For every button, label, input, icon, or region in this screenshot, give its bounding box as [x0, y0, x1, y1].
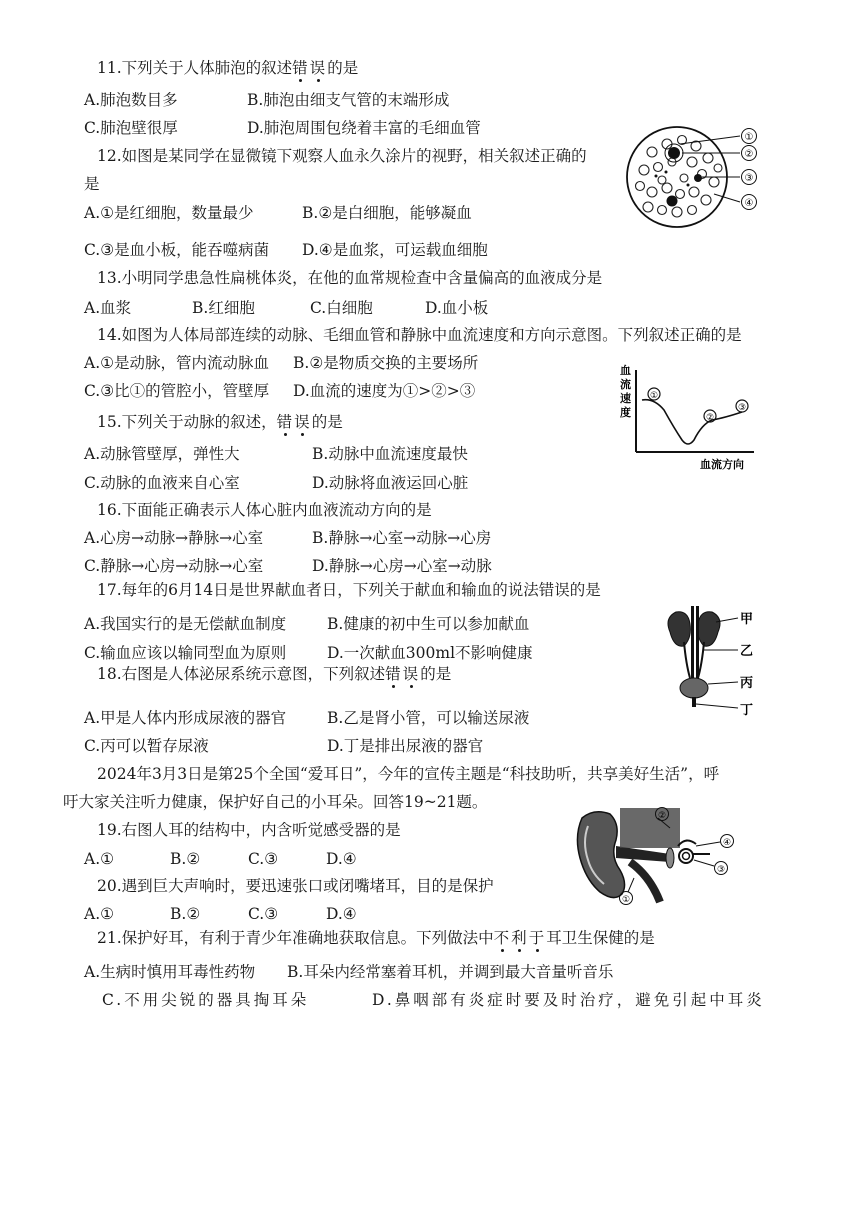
q15-option-a: A.动脉管壁厚，弹性大	[84, 445, 240, 463]
q18-stem	[97, 664, 451, 684]
urinary-label-yi: 乙	[740, 644, 754, 659]
q18-option-c: C.丙可以暂存尿液	[84, 737, 209, 755]
urinary-label-jia: 甲	[740, 612, 754, 627]
q12-option-d: D.④是血浆，可运载血细胞	[302, 241, 488, 259]
emphasis-char: 错	[385, 665, 403, 683]
emphasis-char: 错	[276, 413, 295, 431]
q15-stem-tail: 的是	[311, 413, 343, 431]
q15-stem	[97, 412, 343, 432]
q18-stem-text: 18.右图是人体泌尿系统示意图，下列叙述	[97, 665, 386, 683]
q14-stem: 14.如图为人体局部连续的动脉、毛细血管和静脉中血流速度和方向示意图。下列叙述正确的是	[97, 326, 742, 344]
emphasis-char: 误	[309, 59, 328, 77]
q21-stem	[97, 928, 655, 948]
q20-option-b: B.②	[170, 905, 201, 923]
q15-stem-text: 15.下列关于动脉的叙述，	[97, 413, 277, 431]
q13-option-b: B.红细胞	[192, 299, 255, 317]
ear-label-2: ②	[657, 811, 667, 821]
q15-option-b: B.动脉中血流速度最快	[312, 445, 468, 463]
q20-option-c: C.③	[248, 905, 279, 923]
q19-stem: 19.右图人耳的结构中，内含听觉感受器的是	[97, 821, 401, 839]
q17-option-c: C.输血应该以输同型血为原则	[84, 644, 287, 662]
intro-line-2: 吁大家关注听力健康，保护好自己的小耳朵。回答19~21题。	[63, 793, 488, 811]
q17-option-b: B.健康的初中生可以参加献血	[327, 615, 530, 633]
q11-option-b: B.肺泡由细支气管的末端形成	[247, 91, 450, 109]
q19-option-b: B.②	[170, 850, 201, 868]
q19-option-c: C.③	[248, 850, 279, 868]
smear-label-4: ④	[744, 198, 754, 209]
emphasis-char: 误	[402, 665, 421, 683]
blood-flow-speed-graph	[612, 362, 762, 474]
ear-structure-figure	[570, 806, 760, 906]
q20-option-d: D.④	[326, 905, 357, 923]
q12-stem-line1: 12.如图是某同学在显微镜下观察人血永久涂片的视野，相关叙述正确的	[97, 147, 587, 165]
emphasis-char: 误	[294, 413, 312, 431]
q12-option-a: A.①是红细胞，数量最少	[84, 204, 254, 222]
smear-label-1: ①	[744, 132, 754, 143]
q14-option-b: B.②是物质交换的主要场所	[293, 354, 479, 372]
q21-option-b: B.耳朵内经常塞着耳机，并调到最大音量听音乐	[287, 963, 614, 981]
q11-stem-tail: 的是	[327, 59, 359, 77]
ear-label-1: ①	[621, 895, 631, 905]
q19-option-a: A.①	[84, 850, 115, 868]
emphasis-char: 利	[511, 929, 529, 947]
q21-option-d: D.鼻咽部有炎症时要及时治疗，避免引起中耳炎	[372, 991, 765, 1009]
graph-xlabel: 血流方向	[700, 458, 744, 471]
q18-option-d: D.丁是排出尿液的器官	[327, 737, 484, 755]
q15-option-d: D.动脉将血液运回心脏	[312, 474, 469, 492]
intro-line-1: 2024年3月3日是第25个全国“爱耳日”，今年的宣传主题是“科技助听，共享美好生活”，呼	[97, 765, 720, 783]
q20-stem: 20.遇到巨大声响时，要迅速张口或闭嘴堵耳，目的是保护	[97, 877, 494, 895]
q16-stem: 16.下面能正确表示人体心脏内血液流动方向的是	[97, 501, 432, 519]
q17-option-a: A.我国实行的是无偿献血制度	[84, 615, 287, 633]
q17-option-d: D.一次献血300ml不影响健康	[327, 644, 533, 662]
q11-option-c: C.肺泡壁很厚	[84, 119, 178, 137]
q11-stem-text: 11.下列关于人体肺泡的叙述	[97, 59, 293, 77]
blood-smear-figure	[622, 122, 772, 232]
q15-emphasis	[277, 413, 312, 431]
graph-ylabel-2: 流	[620, 378, 631, 391]
q13-option-d: D.血小板	[425, 299, 489, 317]
q21-option-c: C.不用尖锐的器具掏耳朵	[102, 991, 310, 1009]
q14-option-c: C.③比①的管腔小，管壁厚	[84, 382, 270, 400]
q20-option-a: A.①	[84, 905, 115, 923]
q18-emphasis	[385, 665, 420, 683]
q11-stem	[97, 58, 358, 78]
ear-label-3: ③	[716, 865, 726, 875]
q14-option-a: A.①是动脉，管内流动脉血	[84, 354, 270, 372]
q21-emphasis	[494, 929, 547, 947]
q18-option-b: B.乙是肾小管，可以输送尿液	[327, 709, 530, 727]
q13-option-a: A.血浆	[84, 299, 132, 317]
emphasis-char: 不	[493, 929, 512, 947]
q16-option-a: A.心房→动脉→静脉→心室	[84, 529, 264, 547]
graph-ylabel-4: 度	[620, 406, 631, 419]
q13-stem: 13.小明同学患急性扁桃体炎，在他的血常规检查中含量偏高的血液成分是	[97, 269, 603, 287]
graph-point-3: ③	[737, 403, 747, 413]
q18-option-a: A.甲是人体内形成尿液的器官	[84, 709, 287, 727]
q15-option-c: C.动脉的血液来自心室	[84, 474, 240, 492]
q16-option-b: B.静脉→心室→动脉→心房	[312, 529, 492, 547]
q12-stem-line2: 是	[84, 175, 100, 193]
q19-option-d: D.④	[326, 850, 357, 868]
q11-option-d: D.肺泡周围包绕着丰富的毛细血管	[247, 119, 481, 137]
q16-option-c: C.静脉→心房→动脉→心室	[84, 557, 264, 575]
smear-label-3: ③	[744, 173, 754, 184]
urinary-system-figure	[660, 604, 770, 722]
graph-point-2: ②	[705, 413, 715, 423]
urinary-label-bing: 丙	[740, 676, 754, 691]
q11-option-a: A.肺泡数目多	[84, 91, 178, 109]
q14-option-d: D.血流的速度为①>②>③	[293, 382, 476, 400]
q18-stem-tail: 的是	[420, 665, 452, 683]
q21-option-a: A.生病时慎用耳毒性药物	[84, 963, 256, 981]
q17-stem: 17.每年的6月14日是世界献血者日，下列关于献血和输血的说法错误的是	[97, 581, 601, 599]
q12-option-b: B.②是白细胞，能够凝血	[302, 204, 472, 222]
emphasis-char: 于	[528, 929, 547, 947]
graph-point-1: ①	[649, 391, 659, 401]
q11-emphasis	[292, 59, 327, 77]
q21-stem-tail: 耳卫生保健的是	[546, 929, 655, 947]
q13-option-c: C.白细胞	[310, 299, 373, 317]
emphasis-char: 错	[292, 59, 310, 77]
smear-label-2: ②	[744, 149, 754, 160]
graph-ylabel-1: 血	[620, 364, 631, 377]
q16-option-d: D.静脉→心房→心室→动脉	[312, 557, 492, 575]
graph-ylabel-3: 速	[620, 392, 631, 405]
urinary-label-ding: 丁	[740, 703, 754, 718]
q21-stem-text: 21.保护好耳，有利于青少年准确地获取信息。下列做法中	[97, 929, 494, 947]
q12-option-c: C.③是血小板，能吞噬病菌	[84, 241, 270, 259]
ear-label-4: ④	[722, 838, 732, 848]
